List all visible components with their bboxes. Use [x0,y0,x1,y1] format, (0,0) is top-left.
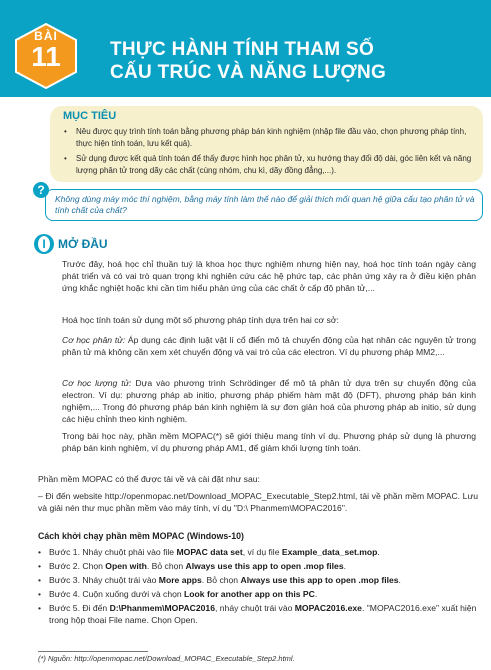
step-bold: Always use this app to open .mop files [240,575,399,585]
step-text: , ví dụ file [242,547,282,557]
lesson-badge-text [12,30,80,72]
step-bold: Always use this app to open .mop files [185,561,344,571]
step-bold: Look for another app on this PC [184,589,315,599]
step-text: . [398,575,401,585]
objective-item: • Sử dụng được kết quả tính toán để thấy được hình học phân tử, xu hướng thay đổi độ dài, góc liên kết và năng lượng phân tử trong dãy các chất (cùng nhóm, chu kì, dãy đồng đẳng,...). [64,153,474,177]
question-text: Không dùng máy móc thí nghiệm, bằng máy tính làm thế nào để giải thích mối quan hệ giữa cấu tạo phân tử và tính chất của chất? [55,194,475,215]
intro-paragraph-4 [62,377,476,425]
intro-paragraph-5: Trong bài học này, phần mềm MOPAC(*) sẽ giới thiệu mang tính ví dụ. Phương pháp sử dụng là phương pháp bán kinh nghiệm, ví dụ phương pháp AM1, để giảm khối lượng tính toán. [62,431,476,453]
step-text: . [343,561,346,571]
title-line-2: CẤU TRÚC VÀ NĂNG LƯỢNG [110,62,387,83]
badge-label: BÀI [34,29,58,43]
question-icon: ? [33,182,49,198]
step-text: Bước 1. Nháy chuột phải vào file [49,547,177,557]
quantum-mechanics-text: Dựa vào phương trình Schrödinger để mô tả phân tử dựa trên sự chuyển động của electron. Ví dụ: phương pháp ab initio, phương pháp phiếm hàm mật độ (DFT), phương pháp bán kinh nghiệm,... Trong đó phương pháp bán kinh nghiệm là sự đơn giản hoá của phương pháp ab initio, sử dụng các hiệu chỉnh theo kinh nghiệm. [62,378,476,424]
install-intro: Phần mềm MOPAC có thể được tải về và cài đặt như sau: [38,474,260,484]
step-text: . [314,589,318,599]
footnote: (*) Nguồn: http://openmopac.net/Download_MOPAC_Executable_Step2.html. [38,654,295,663]
step-bold: Example_data_set.mop [281,547,378,557]
step-bold: Open with [105,561,147,571]
molecular-mechanics-label: Cơ học phân tử: [62,335,126,345]
quantum-mechanics-label: Cơ học lượng tử: [62,378,132,388]
step-item [38,560,478,572]
intro-paragraph-3 [62,334,476,358]
step-text: . "MOPAC2016.exe" xuất hiện trong hộp thoại File name. Chọn Open. [49,603,477,625]
lesson-title [110,38,386,84]
objectives-list [64,126,474,180]
step-item [38,574,478,586]
step-item [38,546,478,558]
step-text: . [377,547,380,557]
step-text: . Bỏ chọn [201,575,241,585]
title-line-1: THỰC HÀNH TÍNH THAM SỐ [110,39,375,60]
step-bold: MOPAC2016.exe [294,603,362,613]
step-item [38,602,478,626]
intro-paragraph-2: Hoá học tính toán sử dụng một số phương pháp tính dựa trên hai cơ sở: [62,315,339,325]
intro-heading: MỞ ĐẦU [58,237,108,251]
intro-paragraph-1: Trước đây, hoá học chỉ thuần tuý là khoa học thực nghiệm nhưng hiện nay, hoá học tính toán ngày càng phát triển và có vai trò quan trọng khi nghiên cứu các hệ phức tạp, các phản ứng xảy ra ở điều kiện phản ứng khắc nghiệt hoặc khi cần tìm hiểu phản ứng của các chất ở cấp độ phân tử,... [62,259,476,293]
step-text: Bước 2. Chọn [49,561,106,571]
step-text: Bước 5. Đi đến [49,603,110,613]
steps-heading: Cách khởi chạy phần mềm MOPAC (Windows-10) [38,531,244,541]
step-text: Bước 4. Cuộn xuống dưới và chọn [49,589,185,599]
step-bold: More apps [158,575,202,585]
install-download-step: – Đi đến website http://openmopac.net/Download_MOPAC_Executable_Step2.html, tải về phần mềm MOPAC. Lưu và giải nén thư mục phần mềm vào máy tính, ví dụ "D:\ Phanmem\MOPAC2016". [38,491,478,513]
badge-number: 11 [31,41,61,72]
step-item [38,588,478,600]
steps-list [38,546,478,628]
step-text: . Bỏ chọn [146,561,186,571]
footnote-divider [38,651,148,652]
objectives-heading: MỤC TIÊU [63,110,117,122]
molecular-mechanics-text: Áp dụng các định luật vật lí cổ điển mô tả chuyển động của hạt nhân các nguyên tử trong phân tử mà không cần xem xét chuyển động và vai trò của các electron. Ví dụ phương pháp MM2,... [62,335,477,357]
step-bold: MOPAC data set [176,547,243,557]
step-text: Bước 3. Nháy chuột trái vào [49,575,159,585]
objective-item: • Nêu được quy trình tính toán bằng phương pháp bán kinh nghiệm (nhập file đầu vào, chọn phương pháp tính, thực hiện tính toán, lưu kết quả). [64,126,474,150]
step-text: , nháy chuột trái vào [214,603,295,613]
intro-icon [34,234,54,254]
step-bold: D:\Phanmem\MOPAC2016 [109,603,215,613]
intro-icon-letter: I [38,236,50,252]
